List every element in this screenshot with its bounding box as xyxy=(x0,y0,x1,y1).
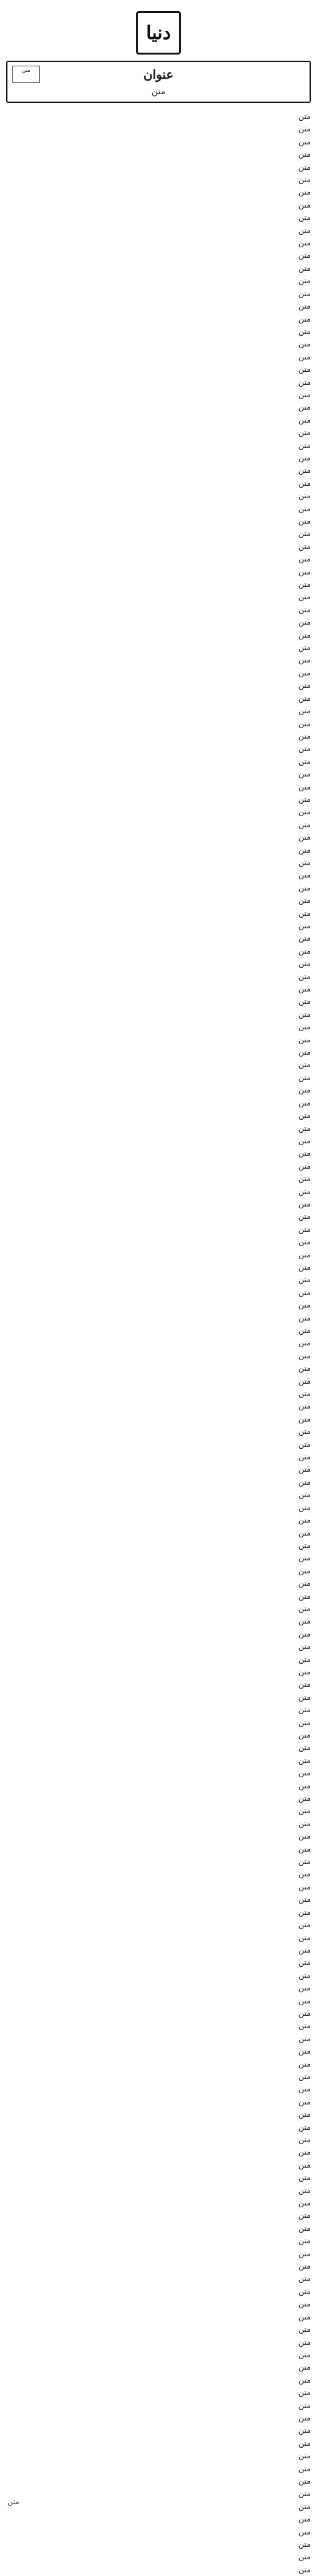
stamp-box xyxy=(12,66,40,83)
article-line: متن xyxy=(298,2425,311,2435)
article-line: متن xyxy=(298,1679,311,1689)
article-line: متن xyxy=(298,2451,311,2461)
article-line: متن xyxy=(298,2489,311,2499)
article-line: متن xyxy=(298,1097,311,1107)
article-line: متن xyxy=(298,1793,311,1803)
article-line: متن xyxy=(298,971,311,981)
article-line: متن xyxy=(298,1844,311,1853)
article-line: متن xyxy=(298,364,311,374)
article-line: متن xyxy=(298,1603,311,1613)
article-line: متن xyxy=(298,819,311,829)
article-line: متن xyxy=(298,124,311,134)
article-line: متن xyxy=(298,1426,311,1436)
article-line: متن xyxy=(298,149,311,159)
article-line: متن xyxy=(298,946,311,956)
article-line: متن xyxy=(298,2514,311,2524)
article-line: متن xyxy=(298,1350,311,1360)
article-line: متن xyxy=(298,2261,311,2271)
article-line: متن xyxy=(298,491,311,501)
article-line: متن xyxy=(298,554,311,564)
article-line: متن xyxy=(298,1881,311,1891)
article-line: متن xyxy=(298,1034,311,1044)
article-line: متن xyxy=(298,1945,311,1954)
article-line: متن xyxy=(298,1970,311,1980)
article-line: متن xyxy=(298,1540,311,1550)
article-line: متن xyxy=(298,2084,311,2094)
article-line: متن xyxy=(298,2033,311,2043)
article-line: متن xyxy=(298,2198,311,2208)
article-line: متن xyxy=(298,1249,311,1259)
article-line: متن xyxy=(298,1616,311,1626)
article-line: متن xyxy=(298,1161,311,1171)
article-line: متن xyxy=(298,1528,311,1537)
article-line: متن xyxy=(298,2046,311,2056)
article-line: متن xyxy=(298,1743,311,1752)
article-line: متن xyxy=(298,933,311,943)
article-line: متن xyxy=(298,2274,311,2284)
article-line: متن xyxy=(298,895,311,905)
article-line: متن xyxy=(298,1477,311,1487)
article-line: متن xyxy=(298,428,311,437)
article-line: متن xyxy=(298,2059,311,2068)
article-line: متن xyxy=(298,1629,311,1638)
article-line: متن xyxy=(298,541,311,551)
headline: عنوان xyxy=(143,67,174,82)
article-line: متن xyxy=(298,2236,311,2246)
article-line: متن xyxy=(298,1705,311,1715)
article-line: متن xyxy=(298,1085,311,1095)
article-line: متن xyxy=(298,1958,311,1967)
article-line: متن xyxy=(298,2071,311,2081)
article-line: متن xyxy=(298,314,311,323)
article-line: متن xyxy=(298,2299,311,2309)
article-line: متن xyxy=(298,1312,311,1322)
article-line: متن xyxy=(298,200,311,209)
article-line: متن xyxy=(298,1806,311,1816)
article-line: متن xyxy=(298,112,311,121)
article-line: متن xyxy=(298,1363,311,1373)
article-line: متن xyxy=(298,1642,311,1651)
article-line: متن xyxy=(298,1920,311,1930)
article-line: متن xyxy=(298,1490,311,1500)
article-line: متن xyxy=(298,2388,311,2398)
article-line: متن xyxy=(298,680,311,690)
article-line: متن xyxy=(298,1578,311,1588)
article-line: متن xyxy=(298,655,311,665)
article-line: متن xyxy=(298,2476,311,2486)
article-line: متن xyxy=(298,2400,311,2410)
article-line: متن xyxy=(298,617,311,627)
article-line: متن xyxy=(298,693,311,703)
article-line: متن xyxy=(298,706,311,716)
article-line: متن xyxy=(298,288,311,298)
article-line: متن xyxy=(298,2210,311,2220)
newspaper-logo[interactable] xyxy=(136,11,181,55)
article-line: متن xyxy=(298,1654,311,1664)
masthead xyxy=(6,11,311,55)
article-line: متن xyxy=(298,2564,311,2574)
article-line: متن xyxy=(298,415,311,424)
article-line: متن xyxy=(298,2362,311,2372)
article-line: متن xyxy=(298,1072,311,1082)
article-line: متن xyxy=(298,1831,311,1841)
article-line: متن xyxy=(298,1211,311,1221)
article-line: متن xyxy=(298,351,311,361)
article-line: متن xyxy=(298,1768,311,1778)
headline-box xyxy=(6,61,311,103)
article-line: متن xyxy=(298,870,311,880)
article-line: متن xyxy=(298,250,311,260)
article-line: متن xyxy=(298,1186,311,1196)
article-line: متن xyxy=(298,1515,311,1525)
article-line: متن xyxy=(298,1022,311,1032)
article-line: متن xyxy=(298,1287,311,1297)
article-line: متن xyxy=(298,2349,311,2359)
article-line: متن xyxy=(298,845,311,855)
article-line: متن xyxy=(298,162,311,172)
article-line: متن xyxy=(298,213,311,222)
article-line: متن xyxy=(298,1780,311,1790)
article-line: متن xyxy=(298,807,311,817)
article-line: متن xyxy=(298,1692,311,1702)
article-line: متن xyxy=(298,1666,311,1676)
article-line: متن xyxy=(298,2526,311,2536)
article-line: متن xyxy=(298,2501,311,2511)
article-line: متن xyxy=(298,643,311,653)
article-line: متن xyxy=(298,984,311,994)
article-line: متن xyxy=(298,2021,311,2031)
article-line: متن xyxy=(298,1047,311,1057)
article-line: متن xyxy=(298,1009,311,1019)
article-line: متن xyxy=(298,2160,311,2169)
article-line: متن xyxy=(298,136,311,146)
article-line: متن xyxy=(298,1755,311,1765)
article-line: متن xyxy=(298,2463,311,2473)
article-line: متن xyxy=(298,2337,311,2347)
article-line: متن xyxy=(298,2096,311,2106)
article-line: متن xyxy=(298,2173,311,2183)
logo-text: دنیا xyxy=(146,22,171,44)
article-line: متن xyxy=(298,667,311,677)
article-line: متن xyxy=(298,579,311,589)
page-footer: متن xyxy=(7,2497,20,2506)
article-line: متن xyxy=(298,857,311,867)
article-line: متن xyxy=(298,2147,311,2157)
article-line: متن xyxy=(298,1439,311,1449)
article-line: متن xyxy=(298,452,311,462)
article-line: متن xyxy=(298,1869,311,1879)
article-line: متن xyxy=(298,2135,311,2144)
article-line: متن xyxy=(298,175,311,185)
article-line: متن xyxy=(298,1123,311,1133)
stamp-text: متن xyxy=(21,68,31,74)
article-line: متن xyxy=(298,1060,311,1070)
article-line: متن xyxy=(298,908,311,918)
article-line: متن xyxy=(298,2552,311,2562)
article-line: متن xyxy=(298,769,311,779)
sub-headline: متن xyxy=(151,87,166,97)
article-line: متن xyxy=(298,1198,311,1208)
article-body xyxy=(6,110,311,2576)
article-line: متن xyxy=(298,238,311,248)
article-line: متن xyxy=(298,1174,311,1184)
article-line: متن xyxy=(298,1995,311,2005)
article-line: متن xyxy=(298,1464,311,1474)
article-line: متن xyxy=(298,503,311,513)
article-line: متن xyxy=(298,2412,311,2422)
article-line: متن xyxy=(298,1818,311,1828)
article-line: متن xyxy=(298,1413,311,1423)
article-line: متن xyxy=(298,832,311,842)
article-line: متن xyxy=(298,2248,311,2258)
article-line: متن xyxy=(298,592,311,602)
article-line: متن xyxy=(298,2438,311,2448)
article-line: متن xyxy=(298,1553,311,1563)
article-line: متن xyxy=(298,1907,311,1917)
article-line: متن xyxy=(298,2375,311,2385)
article-line: متن xyxy=(298,225,311,235)
article-line: متن xyxy=(298,2122,311,2132)
article-line: متن xyxy=(298,478,311,488)
article-line: متن xyxy=(298,882,311,892)
article-line: متن xyxy=(298,1730,311,1739)
article-line: متن xyxy=(298,756,311,766)
article-line: متن xyxy=(298,2223,311,2233)
article-line: متن xyxy=(298,529,311,538)
article-line: متن xyxy=(298,718,311,728)
article-line: متن xyxy=(298,301,311,311)
article-line: متن xyxy=(298,326,311,336)
article-line: متن xyxy=(298,263,311,273)
article-line: متن xyxy=(298,440,311,450)
article-line: متن xyxy=(298,959,311,969)
article-line: متن xyxy=(298,465,311,475)
article-line: متن xyxy=(298,794,311,804)
article-line: متن xyxy=(298,2185,311,2195)
article-line: متن xyxy=(298,1502,311,1512)
article-line: متن xyxy=(298,781,311,791)
article-line: متن xyxy=(298,996,311,1006)
article-line: متن xyxy=(298,2008,311,2018)
article-line: متن xyxy=(298,2539,311,2549)
article-line: متن xyxy=(298,1300,311,1310)
article-line: متن xyxy=(298,1237,311,1247)
article-line: متن xyxy=(298,744,311,754)
article-line: متن xyxy=(298,921,311,930)
article-line: متن xyxy=(298,2286,311,2296)
article-line: متن xyxy=(298,1110,311,1120)
article-line: متن xyxy=(298,1224,311,1234)
article-line: متن xyxy=(298,630,311,640)
article-line: متن xyxy=(298,1148,311,1158)
article-line: متن xyxy=(298,1376,311,1386)
article-line: متن xyxy=(298,1591,311,1601)
article-line: متن xyxy=(298,389,311,399)
article-line: متن xyxy=(298,1389,311,1399)
article-line: متن xyxy=(298,1452,311,1462)
article-line: متن xyxy=(298,402,311,412)
article-line: متن xyxy=(298,1262,311,1272)
article-line: متن xyxy=(298,339,311,349)
article-line: متن xyxy=(298,1325,311,1335)
article-line: متن xyxy=(298,1135,311,1145)
article-line: متن xyxy=(298,276,311,286)
article-line: متن xyxy=(298,731,311,741)
article-line: متن xyxy=(298,377,311,387)
article-line: متن xyxy=(298,566,311,576)
article-line: متن xyxy=(298,1932,311,1942)
article-line: متن xyxy=(298,2311,311,2321)
article-line: متن xyxy=(298,1275,311,1285)
article-line: متن xyxy=(298,516,311,525)
article-line: متن xyxy=(298,604,311,614)
article-line: متن xyxy=(298,2324,311,2334)
article-line: متن xyxy=(298,1401,311,1411)
article-line: متن xyxy=(298,187,311,197)
article-line: متن xyxy=(298,1894,311,1904)
article-line: متن xyxy=(298,1857,311,1866)
article-line: متن xyxy=(298,1717,311,1727)
article-line: متن xyxy=(298,1338,311,1348)
article-line: متن xyxy=(298,2109,311,2119)
article-line: متن xyxy=(298,1565,311,1575)
article-line: متن xyxy=(298,1983,311,1993)
